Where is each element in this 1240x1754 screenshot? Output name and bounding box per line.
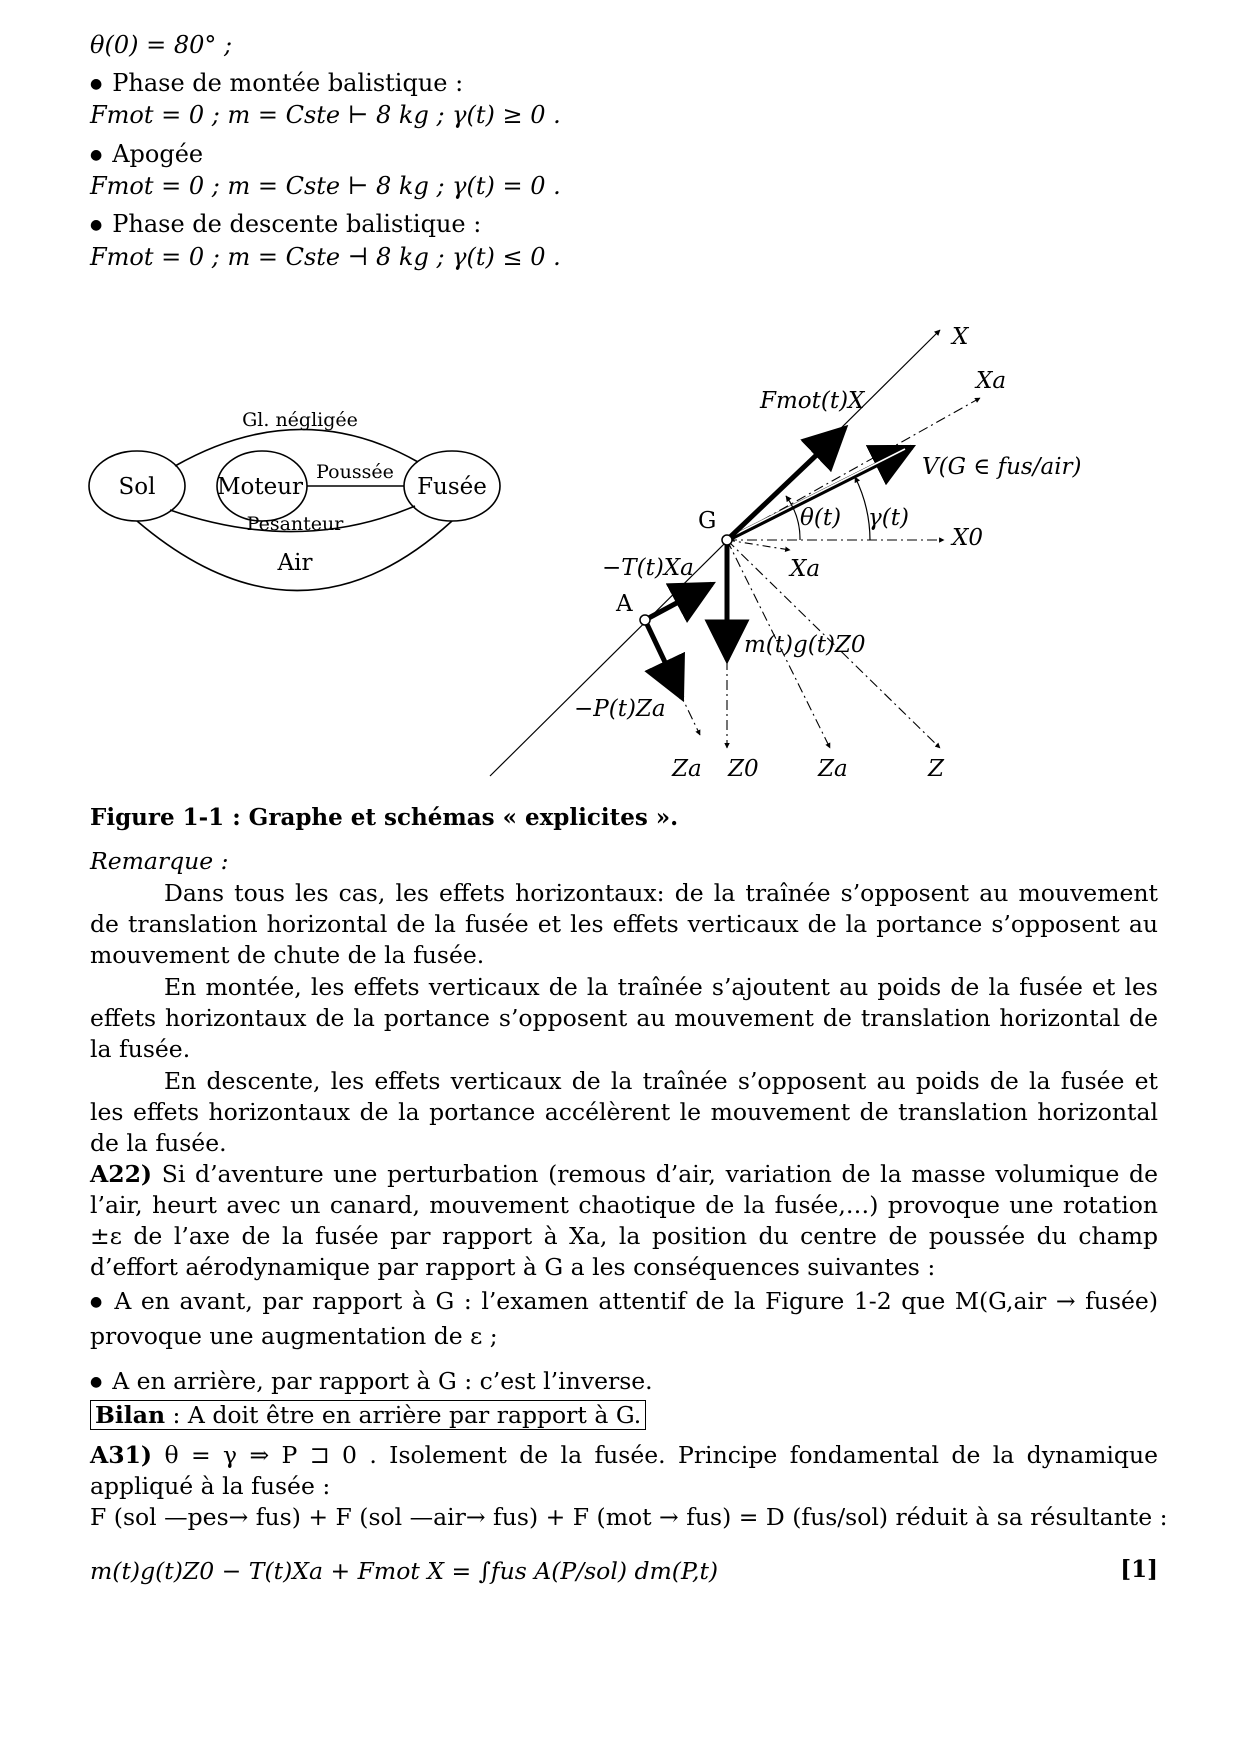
label-lift: −P(t)Za: [574, 696, 666, 722]
a31-equation-2: m(t)g(t)Z0 − T(t)Xa + Fmot X = ∫fus A(P/sol) dm(P,t): [90, 1557, 719, 1585]
a22-label: A22): [90, 1160, 153, 1188]
remarque-heading: Remarque :: [90, 847, 229, 875]
phase1-equation: Fmot = 0 ; m = Cste ⊢ 8 kg ; γ(t) ≥ 0 .: [90, 101, 561, 129]
axis-xa-mid: [727, 540, 790, 550]
phase2-equation: Fmot = 0 ; m = Cste ⊢ 8 kg ; γ(t) = 0 .: [90, 172, 561, 200]
bilan-label: Bilan: [95, 1401, 166, 1429]
bullet-icon: ●: [90, 76, 103, 92]
label-xa-mid: Xa: [790, 556, 821, 582]
bullet-icon: ●: [90, 147, 103, 163]
graph-poussee-label: Poussée: [316, 461, 394, 483]
point-g: [722, 535, 732, 545]
bilan: Bilan : A doit être en arrière par rapport à G.: [90, 1400, 1158, 1431]
label-za-2: Za: [818, 756, 848, 782]
a31-equation-1: F (sol —pes→ fus) + F (sol —air→ fus) + F (mot → fus) = D (fus/sol) réduit à sa résultante :: [90, 1503, 1168, 1531]
a22-bullet-2: ● A en arrière, par rapport à G : c’est l’inverse.: [90, 1367, 653, 1395]
graph-sol-label: Sol: [118, 474, 156, 500]
graph-moteur-label: Moteur: [216, 474, 304, 500]
phase2-title: ● Apogée: [90, 140, 204, 168]
graph-fusee-label: Fusée: [417, 474, 487, 500]
label-za-1: Za: [672, 756, 702, 782]
graph-pesanteur-label: Pesanteur: [246, 513, 344, 535]
label-velocity: V(G ∈ fus/air): [922, 454, 1082, 480]
vector-diagram: [490, 330, 980, 776]
phase3-title: ● Phase de descente balistique :: [90, 210, 482, 238]
paragraph-1: Dans tous les cas, les effets horizontaux: de la traînée s’opposent au mouvement de translation horizontal de la fusée et les effets verticaux de la portance s’opposent au mouvement de chute de la fusée.: [90, 879, 1158, 969]
label-xa-top: Xa: [976, 368, 1007, 394]
phase3-equation: Fmot = 0 ; m = Cste ⊣ 8 kg ; γ(t) ≤ 0 .: [90, 243, 561, 271]
graph-air-label: Air: [277, 550, 313, 576]
label-weight: m(t)g(t)Z0: [744, 632, 866, 658]
label-fmot: Fmot(t)X: [760, 388, 865, 414]
label-a: A: [616, 591, 633, 617]
point-a: [640, 615, 650, 625]
a31-paragraph: A31) θ = γ ⇒ P ⊐ 0 . Isolement de la fusée. Principe fondamental de la dynamique appliqué à la fusée :: [90, 1441, 1158, 1500]
figure-caption: Figure 1-1 : Graphe et schémas « explicites ».: [90, 804, 679, 831]
figure-1-1: [0, 0, 1240, 800]
paragraph-2: En montée, les effets verticaux de la traînée s’ajoutent au poids de la fusée et les effets horizontaux de la portance s’opposent au mouvement de translation horizontal de la fusée.: [90, 973, 1158, 1063]
equation-number: [1]: [1120, 1556, 1158, 1583]
label-x0: X0: [952, 525, 984, 551]
graph-gl-label: Gl. négligée: [242, 409, 358, 431]
paragraph-3: En descente, les effets verticaux de la traînée s’opposent au poids de la fusée et les effets horizontaux de la portance accélèrent le mouvement de translation horizontal de la fusée.: [90, 1067, 1158, 1157]
label-x: X: [952, 324, 969, 350]
bullet-icon: ●: [90, 1294, 105, 1310]
label-theta: θ(t): [800, 505, 842, 531]
phase1-title: ● Phase de montée balistique :: [90, 69, 464, 97]
axis-x: [490, 330, 940, 776]
a31-label: A31): [90, 1441, 153, 1469]
bullet-icon: ●: [90, 1374, 103, 1390]
label-z: Z: [928, 756, 944, 782]
label-z0: Z0: [728, 756, 759, 782]
label-g: G: [698, 508, 717, 534]
lift-vector: [645, 620, 682, 698]
bullet-icon: ●: [90, 217, 103, 233]
a22-bullet-1: ● A en avant, par rapport à G : l’examen attentif de la Figure 1-2 que M(G,air → fusée) provoque une augmentation de ε ;: [90, 1287, 1158, 1350]
label-gamma: γ(t): [868, 505, 909, 531]
theta-initial: θ(0) = 80° ;: [90, 31, 233, 59]
a22-paragraph: A22) Si d’aventure une perturbation (remous d’air, variation de la masse volumique de l’air, heurt avec un canard, mouvement chaotique de la fusée,…) provoque une rotation ±ε de l’axe de la fusée par rapport à Xa, la position du centre de poussée du champ d’effort aérodynamique par rapport à G a les conséquences suivantes :: [90, 1160, 1158, 1281]
label-drag: −T(t)Xa: [602, 555, 694, 581]
